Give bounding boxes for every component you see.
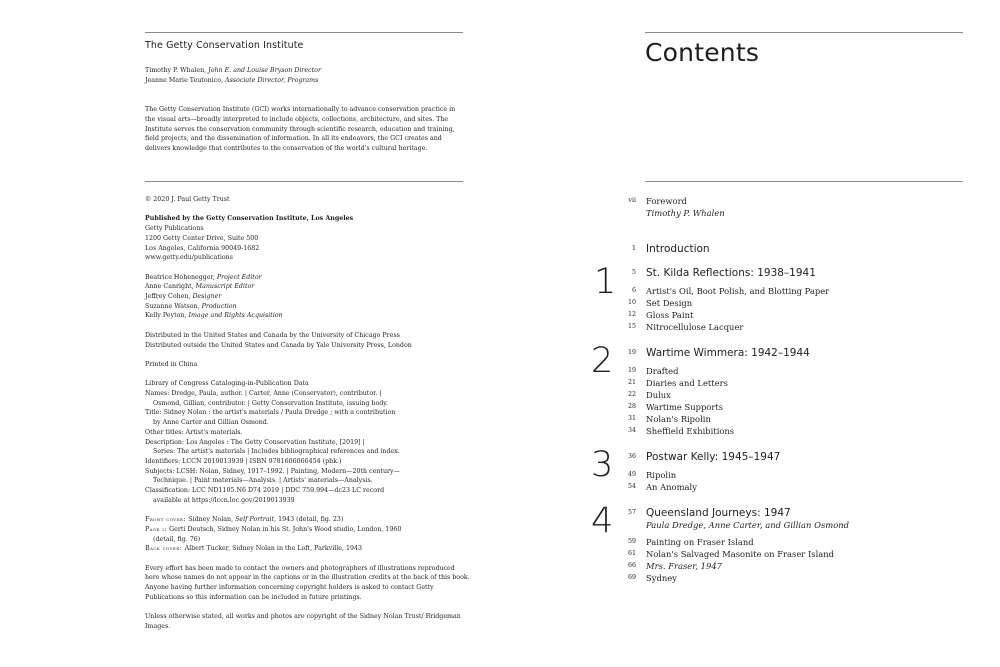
toc-author: Paula Dredge, Anne Carter, and Gillian Osmond xyxy=(646,520,850,530)
distribution-line: Distributed outside the United States and Canada by Yale University Press, London xyxy=(145,341,412,349)
mid-rule-right xyxy=(645,181,963,182)
toc-title: Gloss Paint xyxy=(646,310,694,320)
toc-page-number: 21 xyxy=(627,379,636,386)
toc-title: Sydney xyxy=(646,573,677,583)
top-rule-left xyxy=(145,32,463,33)
toc-page-number: 19 xyxy=(627,349,636,356)
copyright-notice: Every effort has been made to contact the owners and photographers of illustrations reproduced here whose names do not appear in the captions or in the illustration credits at the back of this book. Anyone having further information concerning copyright holders is asked to contact Getty Publications so this information can be included in future printings. xyxy=(145,564,470,601)
toc-page-number: 1 xyxy=(631,245,636,252)
credit-line: Kelly Peyton, Image and Rights Acquisition xyxy=(145,312,283,320)
toc-page-number: 61 xyxy=(627,550,636,557)
toc-title: Wartime Supports xyxy=(646,402,724,412)
chapter-number: 2 xyxy=(591,341,614,381)
toc-title: Drafted xyxy=(646,366,679,376)
credit-line: Suzanne Watson, Production xyxy=(145,302,237,310)
toc-page-number: 10 xyxy=(627,299,636,306)
toc-page-number: 31 xyxy=(627,415,636,422)
cip-line: Series: The artist's materials | Includes bibliographical references and index. xyxy=(153,448,400,456)
toc-author: Timothy P. Whalen xyxy=(646,208,725,218)
chapter-number: 4 xyxy=(591,501,614,541)
publisher-line: Getty Publications xyxy=(145,225,204,233)
toc-page-number: 57 xyxy=(627,509,636,516)
toc-page-number: 69 xyxy=(627,574,636,581)
toc-page-number: 6 xyxy=(631,287,636,294)
toc-page-number: 12 xyxy=(627,311,636,318)
toc-page-number: 15 xyxy=(627,323,636,330)
gci-mission: The Getty Conservation Institute (GCI) works internationally to advance conservation practice in the visual arts—broadly interpreted to include objects, collections, architecture, and sites. The Institute serves the conservation community through scientific research, education and training, field projects, and the dissemination of information. In all its endeavors, the GCI creates and delivers knowledge that contributes to the conservation of the world's cultural heritage. xyxy=(145,106,456,153)
toc-page-number: 36 xyxy=(627,453,636,460)
staff-role: Associate Director, Programs xyxy=(225,76,319,84)
chapter-number: 3 xyxy=(591,445,614,485)
cip-heading: Library of Congress Cataloging-in-Publication Data xyxy=(145,380,309,388)
staff-line xyxy=(145,76,321,86)
cip-line: Title: Sidney Nolan : the artist's materials / Paula Dredge ; with a contribution xyxy=(145,409,396,417)
distribution-line: Distributed in the United States and Canada by the University of Chicago Press xyxy=(145,331,400,339)
cip-line: available at https://lccn.loc.gov/2019013939 xyxy=(153,496,295,504)
staff-name: Timothy P. Whalen, xyxy=(145,67,209,74)
staff-line xyxy=(145,66,321,76)
toc-title: Wartime Wimmera: 1942–1944 xyxy=(646,347,810,359)
toc-title: Nitrocellulose Lacquer xyxy=(646,322,744,332)
staff-list xyxy=(145,66,321,85)
toc-page-number: 66 xyxy=(627,562,636,569)
toc-title: Diaries and Letters xyxy=(646,378,728,388)
cover-credit: Front cover: Sidney Nolan, Self Portrait, 1943 (detail, fig. 23) xyxy=(145,516,344,524)
toc-page-number: 22 xyxy=(627,391,636,398)
toc-title: Nolan's Ripolin xyxy=(646,414,711,424)
toc-page-number: 28 xyxy=(627,403,636,410)
cip-line: Description: Los Angeles : The Getty Conservation Institute, [2019] | xyxy=(145,438,365,446)
copyright-line: © 2020 J. Paul Getty Trust xyxy=(145,196,230,203)
toc-title: Queensland Journeys: 1947 xyxy=(646,507,791,519)
chapter-number: 1 xyxy=(594,262,617,302)
toc-title: Sheffield Exhibitions xyxy=(646,426,735,436)
toc-title: Mrs. Fraser, 1947 xyxy=(646,561,722,571)
toc-title: An Anomaly xyxy=(646,482,697,492)
mid-rule-left xyxy=(145,181,463,182)
cover-credit: Page i: Gerti Deutsch, Sidney Nolan in his St. John's Wood studio, London, 1960 xyxy=(145,525,402,533)
toc-title: Nolan's Salvaged Masonite on Fraser Island xyxy=(646,549,834,559)
toc-title: Introduction xyxy=(646,243,710,255)
toc-page-number: 59 xyxy=(627,538,636,545)
cip-line: by Anne Carter and Gillian Osmond. xyxy=(153,419,269,427)
toc-page-number: vii xyxy=(628,197,636,204)
toc-page-number: 19 xyxy=(627,367,636,374)
credit-line: Beatrice Hohenegger, Project Editor xyxy=(145,273,262,281)
staff-name: Jeanne Marie Teutonico, xyxy=(145,76,226,84)
cover-credit: Back cover: Albert Tucker, Sidney Nolan in the Loft, Parkville, 1943 xyxy=(145,545,363,553)
cip-line: Technique. | Paint materials—Analysis. | Artists' materials—Analysis. xyxy=(153,477,373,485)
toc-title: Painting on Fraser Island xyxy=(646,537,754,547)
toc-page-number: 54 xyxy=(627,483,636,490)
toc-title: Dulux xyxy=(646,390,671,400)
cip-line: Subjects: LCSH: Nolan, Sidney, 1917–1992. | Painting, Modern—20th century— xyxy=(145,467,400,475)
toc-title: Postwar Kelly: 1945–1947 xyxy=(646,451,781,463)
contents-title: Contents xyxy=(645,38,760,67)
toc-page-number: 34 xyxy=(627,427,636,434)
rights-notice: Unless otherwise stated, all works and photos are copyright of the Sidney Nolan Trust/ Bridgeman Images. xyxy=(145,613,461,630)
toc-title: Artist's Oil, Boot Polish, and Blotting Paper xyxy=(646,286,830,296)
publisher-url: www.getty.edu/publications xyxy=(145,254,233,262)
toc-title: Foreword xyxy=(646,196,687,206)
cip-line: Identifiers: LCCN 2019013939 | ISBN 9781606066454 (pbk.) xyxy=(145,457,342,465)
cip-line: Names: Dredge, Paula, author. | Carter, Anne (Conservator), contributor. | xyxy=(145,389,382,397)
cip-line: Classification: LCC ND1105.N6 D74 2019 | DDC 759.994—dc23 LC record xyxy=(145,487,385,495)
publisher-line: Los Angeles, California 90049-1682 xyxy=(145,244,260,252)
publisher-heading: Published by the Getty Conservation Institute, Los Angeles xyxy=(145,215,354,223)
toc-title: St. Kilda Reflections: 1938–1941 xyxy=(646,267,816,279)
staff-role: John E. and Louise Bryson Director xyxy=(208,67,321,74)
cip-line: Osmond, Gillian, contributor. | Getty Conservation Institute, issuing body. xyxy=(153,399,389,407)
toc-page-number: 5 xyxy=(631,269,636,276)
top-rule-right xyxy=(645,32,963,33)
credit-line: Anne Canright, Manuscript Editor xyxy=(145,283,255,291)
gci-title: The Getty Conservation Institute xyxy=(145,40,304,51)
toc-title: Ripolin xyxy=(646,470,677,480)
cover-credit: (detail, fig. 76) xyxy=(153,535,201,543)
toc-title: Set Design xyxy=(646,298,693,308)
toc-page-number: 49 xyxy=(627,471,636,478)
printed-line: Printed in China xyxy=(145,360,198,368)
credit-line: Jeffrey Cohen, Designer xyxy=(145,293,222,300)
cip-line: Other titles: Artist's materials. xyxy=(145,428,243,436)
publisher-line: 1200 Getty Center Drive, Suite 500 xyxy=(145,234,259,242)
